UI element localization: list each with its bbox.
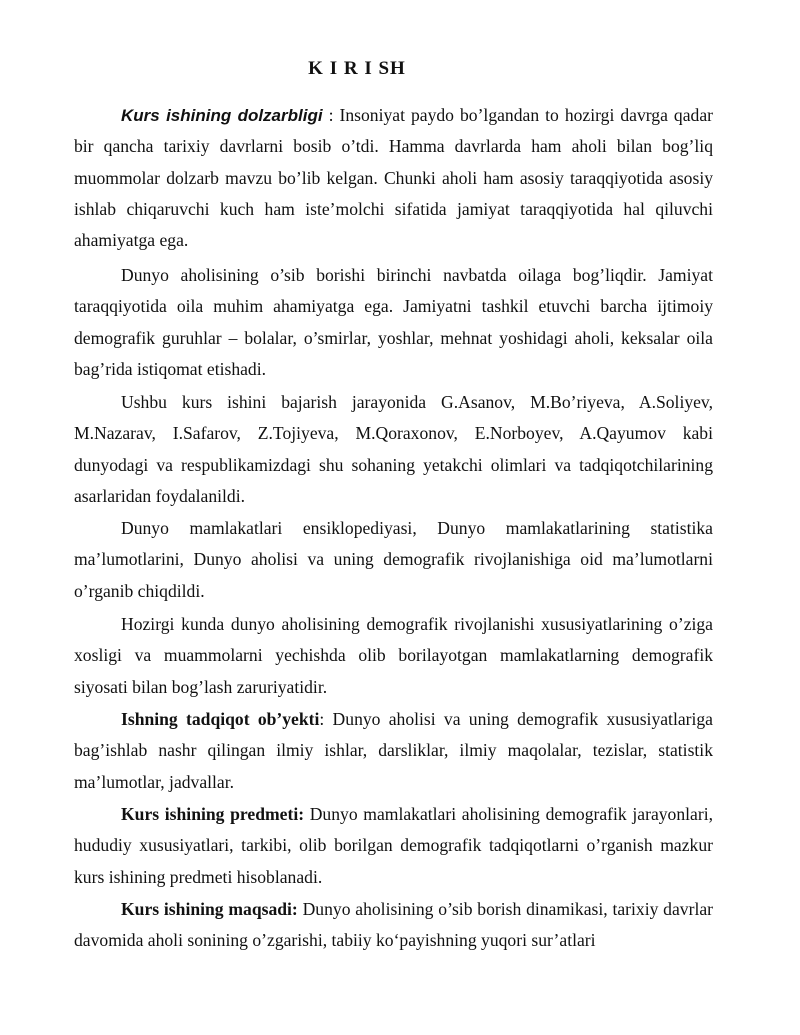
- paragraph-lead-object: Ishning tadqiqot ob’yekti: [121, 709, 320, 729]
- paragraph-lead-subject: Kurs ishining predmeti:: [121, 804, 305, 824]
- paragraph-lead-relevance: Kurs ishining dolzarbligi: [121, 106, 323, 125]
- paragraph-text-current: Hozirgi kunda dunyo aholisining demografik rivojlanishi xususiyatlarining o’ziga xosligi va muammolarni yechishda olib borilayotgan mamlakatlarning demografik siyosati bilan bog’lash zaruriyatidir.: [74, 614, 713, 697]
- paragraph-lead-goal: Kurs ishining maqsadi:: [121, 899, 298, 919]
- paragraph-relevance: [74, 100, 713, 256]
- paragraph-sources: [74, 513, 713, 607]
- document-title: K I R I SH: [308, 58, 406, 79]
- paragraph-text-subject: Dunyo mamlakatlari aholisining demografik jarayonlari, hududiy xususiyatlari, tarkibi, olib borilgan demografik tadqiqotlarni o’rganish mazkur kurs ishining predmeti hisoblanadi.: [74, 804, 713, 887]
- paragraph-current: [74, 609, 713, 703]
- paragraph-text-goal: Dunyo aholisining o’sib borish dinamikasi, tarixiy davrlar davomida aholi sonining o’zgarishi, tabiiy ko‘payishning yuqori sur’atlari: [74, 899, 714, 951]
- paragraph-text-object: : Dunyo aholisi va uning demografik xususiyatlariga bag’ishlab nashr qilingan ilmiy ishlar, darsliklar, ilmiy maqolalar, tezislar, statistik ma’lumotlar, jadvallar.: [74, 709, 713, 792]
- paragraph-family: [74, 260, 713, 385]
- paragraph-text-family: Dunyo aholisining o’sib borishi birinchi navbatda oilaga bog’liqdir. Jamiyat taraqqiyotida oila muhim ahamiyatga ega. Jamiyatni tashkil etuvchi barcha ijtimoiy demografik guruhlar – bolalar, o’smirlar, yoshlar, mehnat yoshidagi aholi, keksalar oila bag’rida istiqomat etishadi.: [74, 265, 713, 379]
- paragraph-text-sources: Dunyo mamlakatlari ensiklopediyasi, Dunyo mamlakatlarining statistika ma’lumotlarini, Dunyo aholisi va uning demografik rivojlanishiga oid ma’lumotlarni o’rganib chiqdildi.: [74, 518, 713, 601]
- paragraph-text-relevance: : Insoniyat paydo bo’lgandan to hozirgi davrga qadar bir qancha tarixiy davrlarni bosib o’tdi. Hamma davrlarda ham aholi bilan bog’liq muommolar dolzarb mavzu bo’lib kelgan. Chunki aholi ham asosiy taraqqiyotida asosiy ishlab chiqaruvchi kuch ham iste’molchi sifatida jamiyat taraqqiyotida hal qiluvchi ahamiyatga ega.: [74, 105, 713, 251]
- paragraph-text-authors: Ushbu kurs ishini bajarish jarayonida G.Asanov, M.Bo’riyeva, A.Soliyev, M.Nazarav, I.Safarov, Z.Tojiyeva, M.Qoraxonov, E.Norboyev, A.Qayumov kabi dunyodagi va respublikamizdagi shu sohaning yetakchi olimlari va tadqiqotchilarining asarlaridan foydalanildi.: [74, 392, 713, 506]
- paragraph-object: [74, 704, 713, 798]
- paragraph-subject: [74, 799, 713, 893]
- paragraph-authors: [74, 387, 713, 512]
- paragraph-goal: [74, 894, 713, 957]
